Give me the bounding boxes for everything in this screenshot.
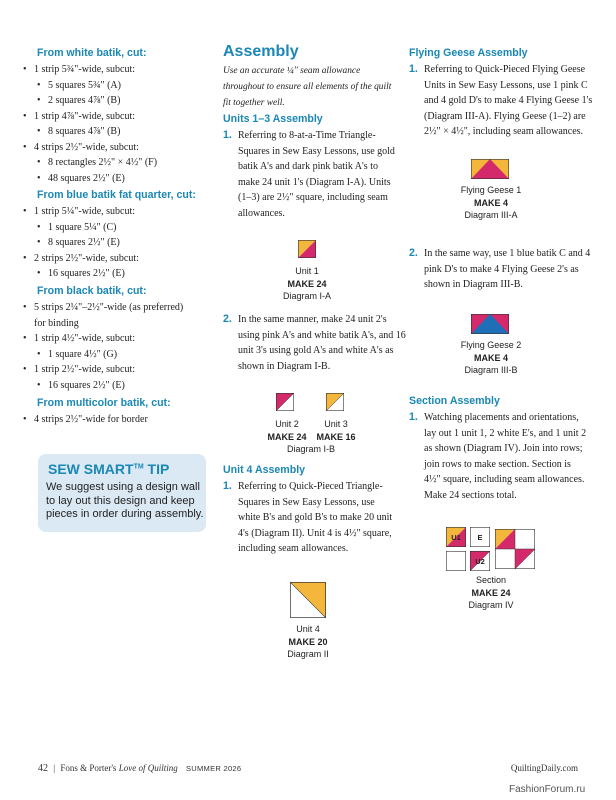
- cut-list-item: • 5 strips 2¼"–2½"-wide (as preferred): [22, 300, 212, 316]
- cut-list-item: • 4 strips 2½"-wide, subcut:: [22, 140, 212, 156]
- diagram-iii-b-caption: Flying Geese 2 MAKE 4 Diagram III-B: [460, 340, 522, 375]
- diagram-ii-caption: Unit 4 MAKE 20 Diagram II: [287, 624, 329, 659]
- section-assembly-heading: Section Assembly: [409, 395, 500, 407]
- units-1-3-heading: Units 1–3 Assembly: [223, 113, 323, 125]
- section-layout-unit-2: [470, 551, 490, 571]
- cut-list-item: for binding: [34, 317, 79, 329]
- footer-site: QuiltingDaily.com: [510, 763, 578, 773]
- multicolor-batik-heading: From multicolor batik, cut:: [37, 397, 171, 409]
- section-layout-unit-1: [446, 527, 466, 547]
- sew-smart-tip-box: [38, 454, 206, 532]
- cut-list-item: • 1 strip 5¾"-wide, subcut:: [22, 62, 212, 78]
- unit-1-block: [298, 240, 316, 258]
- unit-2-block: [276, 393, 294, 411]
- cut-list-item: • 16 squares 2½" (E): [22, 378, 212, 394]
- section-layout-exploded: [446, 527, 490, 571]
- assembly-intro: Use an accurate ¼" seam allowance throughout to ensure all elements of the quilt fit together well.: [223, 66, 392, 108]
- issue-label: SUMMER 2026: [185, 764, 242, 773]
- cut-list-item: • 8 squares 4⅞" (B): [22, 124, 212, 140]
- diagram-i-a-caption: Unit 1 MAKE 24 Diagram I-A: [282, 266, 331, 301]
- cut-list-item: • 1 square 5¼" (C): [22, 220, 212, 236]
- cut-list-item: • 5 squares 5¾" (A): [22, 78, 212, 94]
- page-number: 42: [38, 763, 48, 774]
- unit-3-block: [326, 393, 344, 411]
- section-step-1: 1. Watching placements and orientations, lay out 1 unit 1, 2 white E's, and 1 unit 2 as shown (Diagram IV). Join into rows; join rows to make section. Section is 4½" square, including seam allowances. Make 24 sections total.: [409, 411, 587, 501]
- tip-text: We suggest using a design wall to lay out this design and keep pieces in order during assembly.: [46, 481, 204, 520]
- cut-list-item: • 16 squares 2½" (E): [22, 266, 212, 282]
- section-completed: [495, 529, 535, 569]
- unit-3-caption: Unit 3 MAKE 16: [316, 419, 356, 442]
- cut-list-item: • 8 rectangles 2½" × 4½" (F): [22, 155, 212, 171]
- assembly-title: Assembly: [223, 43, 299, 60]
- svg-text:E: E: [477, 533, 483, 542]
- cut-list-item: • 8 squares 2½" (E): [22, 235, 212, 251]
- cut-list-item: • 1 strip 4½"-wide, subcut:: [22, 331, 212, 347]
- svg-text:U1: U1: [451, 533, 461, 542]
- cut-list-item: • 1 strip 5¼"-wide, subcut:: [22, 204, 212, 220]
- multicolor-batik-list: [22, 412, 212, 428]
- cut-list-item: • 1 square 4½" (G): [22, 347, 212, 363]
- watermark: FashionForum.ru: [509, 784, 586, 795]
- diagram-iv-caption: Section MAKE 24 Diagram IV: [468, 575, 514, 610]
- section-layout-white-e-bottom: [446, 551, 465, 570]
- diagram-iii-a-caption: Flying Geese 1 MAKE 4 Diagram III-A: [460, 185, 522, 220]
- cut-list-item: • 1 strip 4⅞"-wide, subcut:: [22, 109, 212, 125]
- unit-4-step-1: 1. Referring to Quick-Pieced Triangle-Squares in Sew Easy Lessons, use white B's and gold B's to make 20 unit 4's (Diagram II). Unit 4 is 4½" square, including seam allowances.: [223, 480, 393, 555]
- unit-4-heading: Unit 4 Assembly: [223, 464, 306, 476]
- black-batik-heading: From black batik, cut:: [37, 285, 147, 297]
- flying-geese-2-block: [471, 314, 509, 334]
- diagram-i-b-label: Diagram I-B: [286, 444, 335, 454]
- section-layout-white-e-top: [470, 527, 489, 546]
- white-batik-heading: From white batik, cut:: [37, 47, 147, 59]
- unit-4-block: [290, 582, 326, 618]
- units-1-3-step-1: 1. Referring to 8-at-a-Time Triangle-Squares in Sew Easy Lessons, use gold batik A's and dark pink batik A's to make 24 unit 1's (Diagram I-A). Units (1–3) are 2½" square, including seam allowances.: [223, 129, 395, 219]
- blue-batik-list: [22, 204, 212, 282]
- cut-list-item: • 48 squares 2½" (E): [22, 171, 212, 187]
- flying-geese-step-2: 2. In the same way, use 1 blue batik C and 4 pink D's to make 4 Flying Geese 2's as shown in Diagram III-B.: [409, 247, 591, 291]
- tip-title: SEW SMART™ TIP: [48, 461, 170, 477]
- blue-batik-heading: From blue batik fat quarter, cut:: [37, 189, 196, 201]
- cut-list-item: • 2 strips 2½"-wide, subcut:: [22, 251, 212, 267]
- publisher-name: Fons & Porter's: [60, 763, 117, 773]
- cut-list-item: • 1 strip 2½"-wide, subcut:: [22, 362, 212, 378]
- cut-list-item: • 4 strips 2½"-wide for border: [22, 412, 212, 428]
- unit-2-caption: Unit 2 MAKE 24: [267, 419, 307, 442]
- flying-geese-step-1: 1. Referring to Quick-Pieced Flying Geese Units in Sew Easy Lessons, use 1 pink C and 4 gold D's to make 4 Flying Geese 1's (Diagram III-A). Flying Geese (1–2) are 2½" × 4½", including seam allowances.: [409, 63, 593, 138]
- flying-geese-1-block: [471, 159, 509, 179]
- page-footer-left: [38, 763, 241, 774]
- flying-geese-heading: Flying Geese Assembly: [409, 47, 528, 59]
- svg-text:U2: U2: [475, 557, 485, 566]
- black-batik-list: [22, 300, 212, 393]
- cut-list-item: • 2 squares 4⅞" (B): [22, 93, 212, 109]
- units-1-3-step-2: 2. In the same manner, make 24 unit 2's using pink A's and white batik A's, and 16 unit 3's using gold A's and white A's as shown in Diagram I-B.: [223, 313, 406, 372]
- white-batik-list: [22, 62, 212, 186]
- magazine-name: Love of Quilting: [118, 763, 178, 773]
- footer-divider: |: [53, 763, 56, 773]
